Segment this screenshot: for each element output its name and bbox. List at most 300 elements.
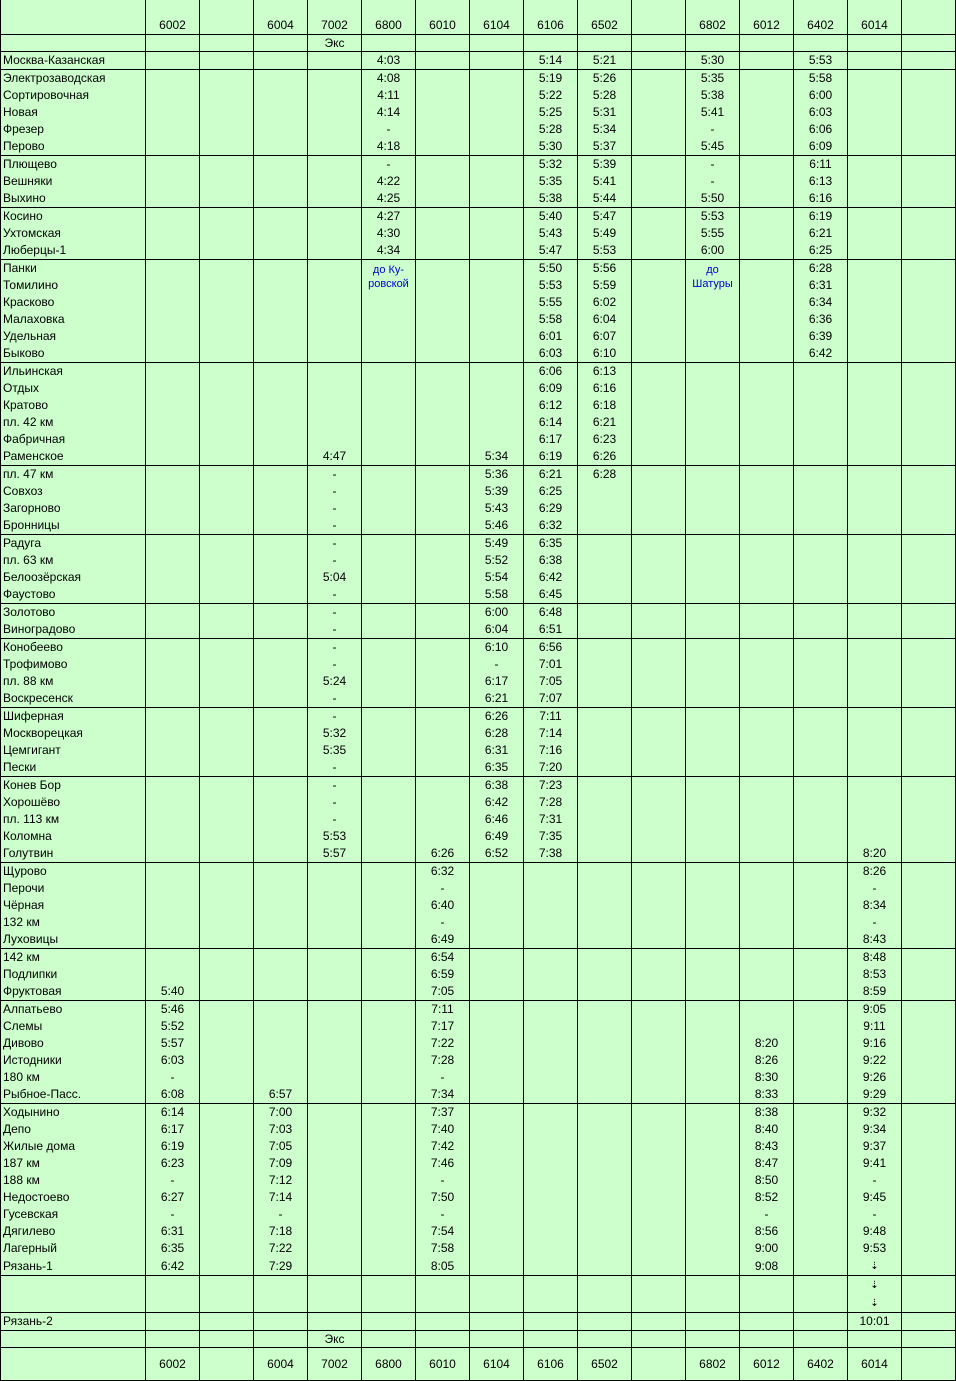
station-row [1, 483, 956, 500]
time-cell [308, 1121, 362, 1138]
time-cell [416, 673, 470, 690]
station-name: Гусевская [1, 1206, 146, 1223]
train-number: 6004 [254, 1348, 308, 1381]
time-cell: 9:08 [740, 1257, 794, 1276]
time-cell [740, 225, 794, 242]
time-cell [848, 552, 902, 569]
time-cell: 5:34 [578, 121, 632, 138]
time-cell: 7:38 [524, 845, 578, 863]
time-cell [794, 1086, 848, 1104]
station-row [1, 708, 956, 726]
time-cell [578, 1189, 632, 1206]
time-cell [578, 1121, 632, 1138]
time-cell [740, 311, 794, 328]
station-row [1, 1035, 956, 1052]
station-row [1, 1069, 956, 1086]
time-cell [146, 363, 200, 381]
time-cell [740, 569, 794, 586]
time-cell [902, 380, 956, 397]
time-cell [902, 1121, 956, 1138]
time-cell [254, 708, 308, 726]
station-name: Конобеево [1, 639, 146, 657]
time-cell [416, 190, 470, 208]
time-cell [254, 208, 308, 226]
time-cell [308, 1189, 362, 1206]
time-cell [524, 1276, 578, 1313]
time-cell [794, 1276, 848, 1313]
time-cell [200, 190, 254, 208]
time-cell: 5:32 [308, 725, 362, 742]
time-cell: 5:04 [308, 569, 362, 586]
time-cell [524, 914, 578, 931]
time-cell [470, 414, 524, 431]
time-cell [848, 535, 902, 553]
time-cell: 6:04 [578, 311, 632, 328]
time-cell: 6:09 [794, 138, 848, 156]
time-cell [740, 190, 794, 208]
time-cell [902, 811, 956, 828]
express-cell [200, 1331, 254, 1348]
time-cell: 6:51 [524, 621, 578, 639]
train-number: 6802 [686, 1348, 740, 1381]
time-cell: 6:32 [524, 517, 578, 535]
time-cell [902, 448, 956, 466]
time-cell [740, 811, 794, 828]
time-cell: 7:42 [416, 1138, 470, 1155]
time-cell: 6:31 [794, 277, 848, 294]
time-cell [632, 121, 686, 138]
time-cell [686, 794, 740, 811]
time-cell [902, 656, 956, 673]
time-cell [794, 845, 848, 863]
time-cell [470, 1018, 524, 1035]
time-cell [578, 604, 632, 622]
blank-row [1, 1276, 956, 1313]
time-cell [902, 466, 956, 484]
time-cell [146, 311, 200, 328]
time-cell [848, 363, 902, 381]
time-cell [848, 569, 902, 586]
time-cell [362, 517, 416, 535]
station-row [1, 1257, 956, 1276]
time-cell [686, 639, 740, 657]
station-row [1, 294, 956, 311]
station-row [1, 345, 956, 363]
time-cell: 6:03 [146, 1052, 200, 1069]
station-row [1, 414, 956, 431]
time-cell [308, 1138, 362, 1155]
time-cell [470, 87, 524, 104]
time-cell: 6:19 [524, 448, 578, 466]
time-cell [254, 363, 308, 381]
station-row [1, 466, 956, 484]
time-cell [686, 483, 740, 500]
time-cell [308, 1052, 362, 1069]
station-row [1, 225, 956, 242]
time-cell: 5:26 [578, 70, 632, 88]
time-cell [794, 880, 848, 897]
time-cell [254, 448, 308, 466]
time-cell [794, 552, 848, 569]
time-cell [146, 242, 200, 260]
time-cell: 5:58 [794, 70, 848, 88]
time-cell [578, 897, 632, 914]
time-cell [686, 1223, 740, 1240]
station-row [1, 794, 956, 811]
station-name: Панки [1, 260, 146, 278]
time-cell [254, 173, 308, 190]
time-cell [902, 517, 956, 535]
time-cell [902, 552, 956, 569]
time-cell [686, 264, 740, 294]
time-cell [632, 931, 686, 949]
station-name: Перочи [1, 880, 146, 897]
time-cell [794, 897, 848, 914]
time-cell [524, 897, 578, 914]
time-cell [686, 1155, 740, 1172]
time-cell [146, 863, 200, 881]
time-cell [200, 1086, 254, 1104]
time-cell [632, 311, 686, 328]
station-name: Бронницы [1, 517, 146, 535]
time-cell [362, 897, 416, 914]
time-cell [308, 138, 362, 156]
time-cell [848, 708, 902, 726]
station-name: Фаустово [1, 586, 146, 604]
station-name: 187 км [1, 1155, 146, 1172]
time-cell [362, 1001, 416, 1019]
time-cell [146, 1313, 200, 1331]
time-cell: 7:40 [416, 1121, 470, 1138]
time-cell [362, 845, 416, 863]
time-cell [902, 138, 956, 156]
time-cell: 6:45 [524, 586, 578, 604]
time-cell [632, 569, 686, 586]
time-cell [632, 535, 686, 553]
time-cell: 5:53 [794, 52, 848, 70]
station-name: Косино [1, 208, 146, 226]
time-cell [686, 966, 740, 983]
time-cell [254, 500, 308, 517]
time-cell: 6:17 [524, 431, 578, 448]
time-cell: 6:35 [470, 759, 524, 777]
time-cell [470, 1223, 524, 1240]
train-number: 6010 [416, 1348, 470, 1381]
time-cell [200, 104, 254, 121]
time-cell [200, 1069, 254, 1086]
time-cell [686, 1206, 740, 1223]
time-cell: 5:44 [578, 190, 632, 208]
station-row [1, 811, 956, 828]
time-cell: 5:46 [146, 1001, 200, 1019]
time-cell: 5:39 [470, 483, 524, 500]
station-name: Электрозаводская [1, 70, 146, 88]
station-row [1, 880, 956, 897]
time-cell [146, 517, 200, 535]
time-cell [362, 500, 416, 517]
time-cell [794, 1155, 848, 1172]
time-cell [146, 586, 200, 604]
time-cell [632, 1069, 686, 1086]
time-cell [632, 656, 686, 673]
time-cell [632, 52, 686, 70]
time-cell [470, 1313, 524, 1331]
time-cell [362, 863, 416, 881]
time-cell [146, 156, 200, 174]
time-cell [524, 1069, 578, 1086]
time-cell [200, 966, 254, 983]
time-cell [686, 431, 740, 448]
time-cell [200, 1276, 254, 1313]
time-cell [254, 156, 308, 174]
time-cell [146, 345, 200, 363]
time-cell [362, 1155, 416, 1172]
time-cell: 6:09 [524, 380, 578, 397]
time-cell: 8:43 [740, 1138, 794, 1155]
time-cell [254, 87, 308, 104]
time-cell [686, 1276, 740, 1313]
station-name: 180 км [1, 1069, 146, 1086]
time-cell [794, 966, 848, 983]
time-cell [362, 397, 416, 414]
time-cell: 6:57 [254, 1086, 308, 1104]
time-cell [740, 656, 794, 673]
time-cell: 6:52 [470, 845, 524, 863]
time-cell [578, 1240, 632, 1257]
time-cell [308, 121, 362, 138]
time-cell [308, 1223, 362, 1240]
station-name: пл. 63 км [1, 552, 146, 569]
time-cell [362, 656, 416, 673]
time-cell [632, 1240, 686, 1257]
time-cell [200, 345, 254, 363]
time-cell: 7:09 [254, 1155, 308, 1172]
time-cell: - [308, 586, 362, 604]
time-cell [200, 517, 254, 535]
time-cell [254, 190, 308, 208]
time-cell [578, 517, 632, 535]
station-row [1, 1223, 956, 1240]
time-cell [794, 708, 848, 726]
time-cell [200, 225, 254, 242]
time-cell [902, 931, 956, 949]
time-cell [362, 983, 416, 1001]
time-cell: 6:16 [578, 380, 632, 397]
time-cell [740, 966, 794, 983]
time-cell: 9:16 [848, 1035, 902, 1052]
time-cell [848, 639, 902, 657]
time-cell [848, 294, 902, 311]
time-cell: 9:29 [848, 1086, 902, 1104]
time-cell [470, 931, 524, 949]
time-cell [902, 311, 956, 328]
station-row [1, 260, 956, 278]
time-cell [200, 277, 254, 294]
train-number [902, 1348, 956, 1381]
time-cell [146, 397, 200, 414]
express-corner [1, 1331, 146, 1348]
express-cell [740, 1331, 794, 1348]
time-cell: 9:48 [848, 1223, 902, 1240]
station-name: Ухтомская [1, 225, 146, 242]
station-name: Вешняки [1, 173, 146, 190]
station-row [1, 190, 956, 208]
time-cell [578, 966, 632, 983]
time-cell [848, 759, 902, 777]
time-cell [794, 397, 848, 414]
time-cell [362, 828, 416, 845]
time-cell [470, 1069, 524, 1086]
time-cell [146, 208, 200, 226]
express-row-top [1, 35, 956, 52]
time-cell [848, 104, 902, 121]
time-cell: 6:11 [794, 156, 848, 174]
time-cell [362, 811, 416, 828]
time-cell [200, 897, 254, 914]
time-cell [254, 621, 308, 639]
time-cell [740, 500, 794, 517]
time-cell [686, 880, 740, 897]
express-cell [362, 1331, 416, 1348]
time-cell [794, 380, 848, 397]
time-cell [362, 1189, 416, 1206]
time-cell [416, 483, 470, 500]
time-cell [416, 1313, 470, 1331]
time-cell [470, 363, 524, 381]
time-cell [848, 500, 902, 517]
station-row [1, 604, 956, 622]
time-cell [848, 483, 902, 500]
time-cell [362, 448, 416, 466]
time-cell [200, 156, 254, 174]
express-cell [416, 35, 470, 52]
time-cell: 6:19 [146, 1138, 200, 1155]
time-cell [200, 949, 254, 967]
time-cell: 7:28 [416, 1052, 470, 1069]
station-row [1, 1155, 956, 1172]
time-cell: 6:56 [524, 639, 578, 657]
time-cell [254, 225, 308, 242]
time-cell: 6:21 [578, 414, 632, 431]
time-cell [146, 70, 200, 88]
time-cell: 5:46 [470, 517, 524, 535]
time-cell [632, 1001, 686, 1019]
train-number: 7002 [308, 0, 362, 35]
time-cell [578, 621, 632, 639]
time-cell: 7:20 [524, 759, 578, 777]
express-cell [524, 1331, 578, 1348]
express-cell [794, 1331, 848, 1348]
time-cell [740, 794, 794, 811]
time-cell: 5:39 [578, 156, 632, 174]
time-cell [524, 1018, 578, 1035]
time-cell [416, 535, 470, 553]
time-cell [416, 156, 470, 174]
time-cell [146, 966, 200, 983]
time-cell [740, 138, 794, 156]
time-cell [632, 966, 686, 983]
time-cell [740, 742, 794, 759]
time-cell: - [308, 777, 362, 795]
time-cell [686, 517, 740, 535]
time-cell: 8:59 [848, 983, 902, 1001]
time-cell [146, 569, 200, 586]
time-cell [632, 208, 686, 226]
time-cell [578, 708, 632, 726]
time-cell [686, 1069, 740, 1086]
time-cell [794, 569, 848, 586]
time-cell [200, 794, 254, 811]
express-cell [578, 35, 632, 52]
station-name: Кратово [1, 397, 146, 414]
time-cell [146, 777, 200, 795]
time-cell [848, 277, 902, 294]
express-cell [524, 35, 578, 52]
time-cell [308, 1069, 362, 1086]
time-cell [524, 1035, 578, 1052]
time-cell [470, 70, 524, 88]
station-row [1, 1121, 956, 1138]
time-cell [686, 294, 740, 311]
time-cell [200, 173, 254, 190]
time-cell [578, 811, 632, 828]
time-cell: - [740, 1206, 794, 1223]
time-cell [686, 621, 740, 639]
station-name: Луховицы [1, 931, 146, 949]
time-cell [362, 1172, 416, 1189]
time-cell [902, 673, 956, 690]
time-cell [632, 742, 686, 759]
time-cell [416, 363, 470, 381]
train-number: 6402 [794, 0, 848, 35]
station-row [1, 586, 956, 604]
time-cell [254, 345, 308, 363]
time-cell [686, 363, 740, 381]
time-cell [902, 1018, 956, 1035]
time-cell [686, 1035, 740, 1052]
time-cell: 7:14 [254, 1189, 308, 1206]
train-number: 6800 [362, 0, 416, 35]
time-cell [254, 777, 308, 795]
time-cell [632, 448, 686, 466]
express-corner [1, 35, 146, 52]
time-cell [362, 914, 416, 931]
time-cell [686, 690, 740, 708]
time-cell [362, 690, 416, 708]
time-cell [578, 983, 632, 1001]
time-cell: 7:05 [416, 983, 470, 1001]
time-cell: 8:05 [416, 1257, 470, 1276]
time-cell [416, 431, 470, 448]
time-cell [902, 983, 956, 1001]
time-cell [308, 311, 362, 328]
time-cell [416, 586, 470, 604]
time-cell: 6:32 [416, 863, 470, 881]
time-cell [254, 811, 308, 828]
time-cell: - [848, 1172, 902, 1189]
time-cell: 7:29 [254, 1257, 308, 1276]
time-cell: 6:49 [416, 931, 470, 949]
time-cell [794, 500, 848, 517]
station-name: пл. 88 км [1, 673, 146, 690]
time-cell [200, 483, 254, 500]
time-cell [308, 363, 362, 381]
time-cell [200, 121, 254, 138]
time-cell [686, 1172, 740, 1189]
station-row [1, 1172, 956, 1189]
time-cell: - [146, 1206, 200, 1223]
time-cell [416, 828, 470, 845]
